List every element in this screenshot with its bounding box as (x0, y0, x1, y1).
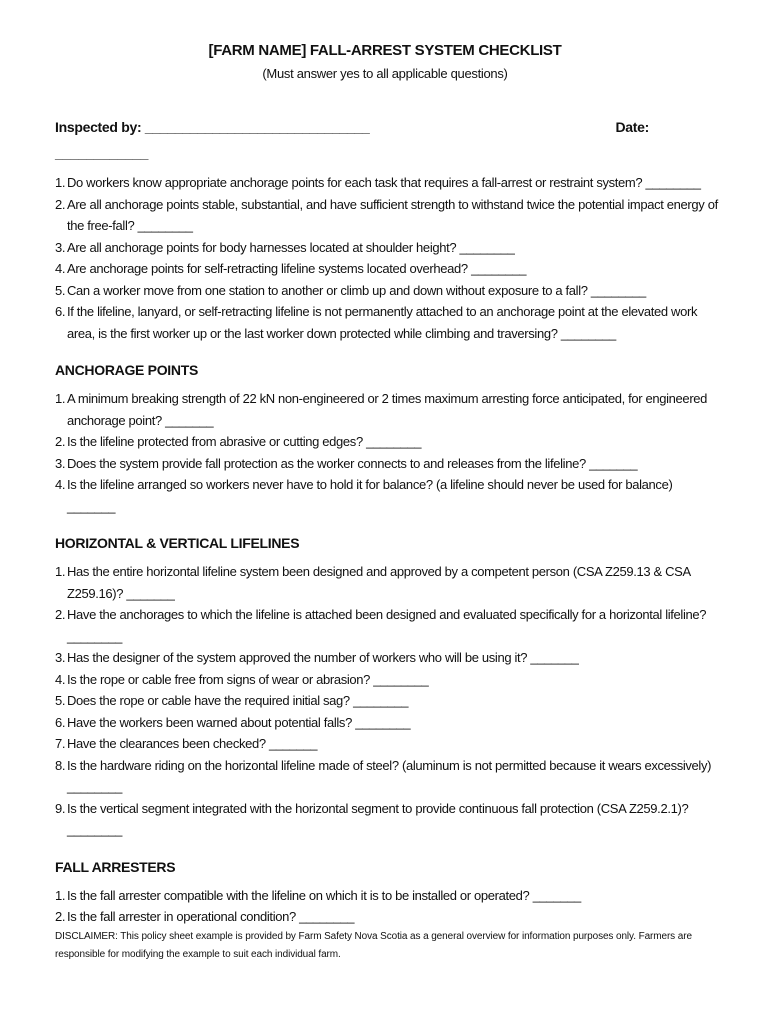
question-text: A minimum breaking strength of 22 kN non-engineered or 2 times maximum arresting force anticipated, for engineered anchorage point? _______ (67, 391, 708, 428)
question-text: Has the entire horizontal lifeline system been designed and approved by a competent person (CSA Z259.13 & CSA Z259.16)? _______ (67, 564, 691, 601)
question-item: 8. Is the hardware riding on the horizontal lifeline made of steel? (aluminum is not permitted because it wears excessively) ________ (55, 757, 712, 794)
question-item: 3. Has the designer of the system approved the number of workers who will be using it? _______ (55, 650, 579, 665)
question-item: 1. Do workers know appropriate anchorage points for each task that requires a fall-arrest or restraint system? ________ (55, 175, 701, 190)
question-item: 3. Does the system provide fall protection as the worker connects to and releases from the lifeline? _______ (55, 455, 638, 471)
question-item: 2. Have the anchorages to which the lifeline is attached been designed and evaluated specifically for a horizontal lifeline? ________ (55, 607, 707, 644)
question-item: 5. Can a worker move from one station to another or climb up and down without exposure to a fall? ________ (55, 282, 646, 298)
question-item: 1. Is the fall arrester compatible with the lifeline on which it is to be installed or operated? _______ (55, 887, 581, 903)
inspected-by-field[interactable]: Inspected by: ______________________________ (55, 119, 370, 135)
question-text: If the lifeline, lanyard, or self-retracting lifeline is not permanently attached to an anchorage point at the elevated work area, is the first worker up or the last worker down protected while climbing and traversing? ________ (67, 304, 698, 341)
question-item: 5. Does the rope or cable have the required initial sag? ________ (55, 693, 409, 708)
question-text: Is the lifeline arranged so workers never have to hold it for balance? (a lifeline should never be used for balance) _______ (67, 477, 673, 514)
question-text: Has the designer of the system approved the number of workers who will be using it? _______ (67, 650, 579, 665)
question-item: 1. Has the entire horizontal lifeline system been designed and approved by a competent person (CSA Z259.13 & CSA Z259.16)? _______ (55, 564, 691, 601)
question-item: 4. Is the rope or cable free from signs of wear or abrasion? ________ (55, 671, 429, 687)
date-label: Date: (615, 119, 649, 135)
question-item: 1. A minimum breaking strength of 22 kN non-engineered or 2 times maximum arresting force anticipated, for engineered anchorage point? _______ (55, 391, 708, 428)
document-title: [FARM NAME] FALL-ARREST SYSTEM CHECKLIST (208, 42, 562, 59)
disclaimer-text: DISCLAIMER: This policy sheet example is provided by Farm Safety Nova Scotia as a general overview for information purposes only. Farmers are responsible for modifying the example to suit each individual farm. (55, 931, 692, 960)
question-text: Can a worker move from one station to another or climb up and down without exposure to a fall? ________ (67, 282, 646, 298)
question-text: Are all anchorage points for body harnesses located at shoulder height? ________ (67, 239, 515, 255)
question-item: 9. Is the vertical segment integrated with the horizontal segment to provide continuous fall protection (CSA Z259.2.1)? ________ (55, 800, 689, 837)
question-item: 2. Is the lifeline protected from abrasive or cutting edges? ________ (55, 434, 422, 449)
question-item: 6. If the lifeline, lanyard, or self-retracting lifeline is not permanently attached to an anchorage point at the elevated work area, is the first worker up or the last worker down protected while climbing and traversing? ________ (55, 304, 698, 341)
question-text: Are anchorage points for self-retracting lifeline systems located overhead? ________ (67, 261, 527, 276)
question-text: Have the anchorages to which the lifeline is attached been designed and evaluated specifically for a horizontal lifeline? ________ (67, 607, 707, 644)
question-text: Is the fall arrester compatible with the lifeline on which it is to be installed or operated? _______ (67, 887, 581, 903)
question-text: Is the rope or cable free from signs of wear or abrasion? ________ (67, 671, 429, 687)
question-text: Is the hardware riding on the horizontal lifeline made of steel? (aluminum is not permitted because it wears excessively) ________ (67, 757, 712, 794)
question-text: Is the lifeline protected from abrasive or cutting edges? ________ (67, 434, 422, 449)
general-question-list (55, 172, 720, 344)
question-text: Have the workers been warned about potential falls? ________ (67, 714, 411, 730)
question-item: 2. Is the fall arrester in operational condition? ________ (55, 909, 355, 924)
question-text: Does the rope or cable have the required initial sag? ________ (67, 693, 409, 708)
question-text: Are all anchorage points stable, substantial, and have sufficient strength to withstand twice the potential impact energy of the free-fall? ________ (67, 196, 718, 233)
question-item: 4. Are anchorage points for self-retracting lifeline systems located overhead? ________ (55, 261, 527, 276)
section-heading-arresters: FALL ARRESTERS (55, 858, 176, 875)
checklist-content (55, 172, 720, 928)
question-text: Is the vertical segment integrated with the horizontal segment to provide continuous fall protection (CSA Z259.2.1)? ________ (67, 800, 689, 837)
lifelines-question-list (55, 561, 720, 841)
question-item: 7. Have the clearances been checked? _______ (55, 736, 318, 751)
document-subtitle: (Must answer yes to all applicable questions) (262, 66, 508, 81)
question-text: Have the clearances been checked? _______ (67, 736, 318, 751)
date-field[interactable]: ____________ (55, 145, 149, 161)
section-heading-anchorage: ANCHORAGE POINTS (55, 362, 198, 378)
anchorage-question-list (55, 388, 720, 517)
question-item: 4. Is the lifeline arranged so workers never have to hold it for balance? (a lifeline should never be used for balance) _______ (55, 477, 673, 514)
question-item: 6. Have the workers been warned about potential falls? ________ (55, 714, 411, 730)
arresters-question-list (55, 885, 720, 928)
question-text: Does the system provide fall protection as the worker connects to and releases from the lifeline? _______ (67, 455, 638, 471)
question-text: Is the fall arrester in operational condition? ________ (67, 909, 355, 924)
question-item: 2. Are all anchorage points stable, substantial, and have sufficient strength to withstand twice the potential impact energy of the free-fall? ________ (55, 196, 718, 233)
section-heading-lifelines: HORIZONTAL & VERTICAL LIFELINES (55, 535, 300, 551)
question-item: 3. Are all anchorage points for body harnesses located at shoulder height? ________ (55, 239, 515, 255)
question-text: Do workers know appropriate anchorage points for each task that requires a fall-arrest or restraint system? ________ (67, 175, 701, 190)
